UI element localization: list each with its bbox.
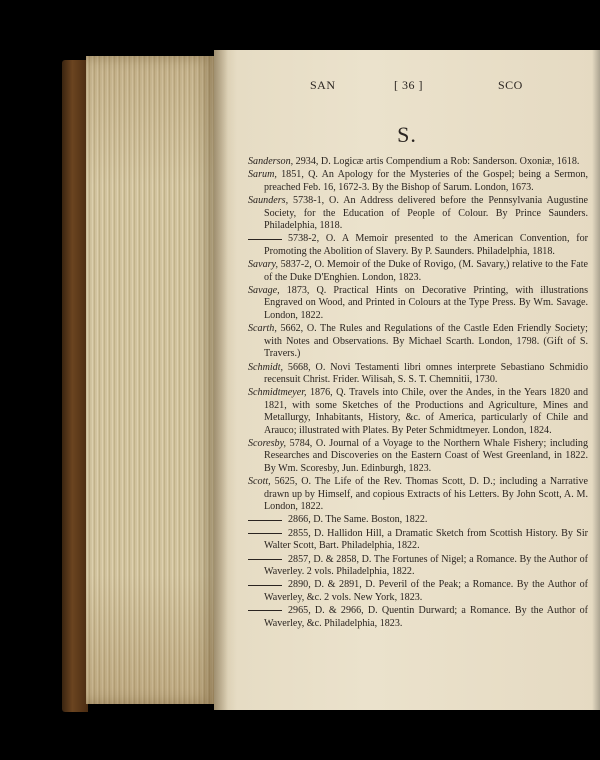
entry-author: Schmidtmeyer,	[248, 387, 307, 399]
entry-text: 5662, O. The Rules and Regulations of the Castle Eden Friendly Society; with Notes and Observations. By Michael Scarth. London, 1798. (Gift of S. Travers.)	[264, 323, 588, 360]
entry-text: 5738-1, O. An Address delivered before the Pennsylvania Augustine Society, for the Education of People of Colour. By Prince Saunders. Philadelphia, 1818.	[264, 195, 588, 232]
entry-text: 2857, D. & 2858, D. The Fortunes of Nigel; a Romance. By the Author of Waverley. 2 vols. Philadelphia, 1822.	[264, 553, 588, 577]
entry-text: 2855, D. Hallidon Hill, a Dramatic Sketch from Scottish History. By Sir Walter Scott, Bart. Philadelphia, 1822.	[264, 527, 588, 552]
book-cover-edge	[62, 60, 88, 712]
entry-text: 2866, D. The Same. Boston, 1822.	[288, 514, 428, 526]
header-left: SAN	[310, 78, 336, 92]
entry-text: 5625, O. The Life of the Rev. Thomas Scott, D. D.; including a Narrative drawn up by Himself, and copious Extracts of his Letters. By John Scott, A. M. London, 1822.	[264, 476, 588, 512]
entry-text: 2890, D. & 2891, D. Peveril of the Peak; a Romance. By the Author of Waverley, &c. 2 vols. New York, 1823.	[264, 579, 588, 603]
catalog-entry	[248, 285, 588, 322]
page-number: [ 36 ]	[394, 78, 423, 92]
ditto-dash	[248, 239, 282, 240]
entry-author: Sarum,	[248, 169, 277, 181]
entry-author: Schmidt,	[248, 361, 284, 373]
catalog-entry	[248, 528, 588, 553]
catalog-entry	[248, 195, 588, 232]
entry-list	[248, 156, 588, 631]
catalog-entry	[248, 259, 588, 284]
catalog-entry	[248, 438, 588, 475]
entry-author: Saunders,	[248, 195, 289, 207]
catalog-entry	[248, 323, 588, 360]
catalog-entry	[248, 476, 588, 513]
catalog-entry	[248, 605, 588, 630]
entry-text: 5738-2, O. A Memoir presented to the American Convention, for Promoting the Abolition of Slavery. By P. Saunders. Philadelphia, 1818.	[264, 233, 588, 257]
entry-text: 5784, O. Journal of a Voyage to the Northern Whale Fishery; including Researches and Discoveries on the Eastern Coast of West Greenland, in 1822. By Wm. Scoresby, Jun. Edinburgh, 1823.	[264, 437, 588, 474]
catalog-entry	[248, 362, 588, 387]
page-shadow	[592, 50, 600, 710]
entry-text: 5837-2, O. Memoir of the Duke of Rovigo, (M. Savary,) relative to the Fate of the Duke D'Enghien. London, 1823.	[264, 259, 588, 283]
entry-author: Scoresby,	[248, 437, 287, 449]
header-right: SCO	[498, 78, 523, 92]
catalog-entry	[248, 514, 588, 526]
entry-author: Sanderson,	[248, 156, 294, 167]
entry-text: 2934, D. Logicæ artis Compendium a Rob: Sanderson. Oxoniæ, 1618.	[293, 156, 580, 167]
entry-author: Savage,	[248, 285, 280, 297]
catalog-entry	[248, 554, 588, 579]
ditto-dash	[248, 610, 282, 611]
entry-text: 5668, O. Novi Testamenti libri omnes interprete Sebastiano Schmidio recensuit Christ. Frider. Wilisah, S. S. T. Chemnitii, 1730.	[264, 361, 588, 385]
entry-text: 1876, Q. Travels into Chile, over the Andes, in the Years 1820 and 1821, with some Sketches of the Productions and Agriculture, Mines and Metallurgy, Inhabitants, History, &c. of America, particularly of Chile and Arauco; illustrated with Plates. By Peter Schmidtmeyer. London, 1824.	[264, 387, 588, 436]
ditto-dash	[248, 520, 282, 521]
entry-author: Scott,	[248, 476, 271, 488]
page-stack-edge	[86, 56, 214, 704]
section-letter: S.	[397, 122, 417, 147]
catalog-entry	[248, 579, 588, 604]
ditto-dash	[248, 559, 282, 560]
ditto-dash	[248, 533, 282, 534]
catalog-entry	[248, 156, 588, 168]
catalog-entry	[248, 169, 588, 194]
catalog-page	[214, 50, 600, 710]
catalog-entry	[248, 233, 588, 258]
entry-author: Scarth,	[248, 323, 277, 335]
entry-text: 1873, Q. Practical Hints on Decorative Printing, with illustrations Engraved on Wood, and Printed in Colours at the Type Press. By Wm. Savage. London, 1822.	[264, 285, 588, 321]
entry-author: Savary,	[248, 259, 278, 271]
catalog-entry	[248, 387, 588, 437]
running-header	[214, 78, 600, 98]
ditto-dash	[248, 585, 282, 586]
entry-text: 1851, Q. An Apology for the Mysteries of the Gospel; being a Sermon, preached Feb. 16, 1672-3. By the Bishop of Sarum. London, 1673.	[264, 169, 588, 193]
entry-text: 2965, D. & 2966, D. Quentin Durward; a Romance. By the Author of Waverley, &c. Philadelphia, 1823.	[264, 605, 588, 629]
